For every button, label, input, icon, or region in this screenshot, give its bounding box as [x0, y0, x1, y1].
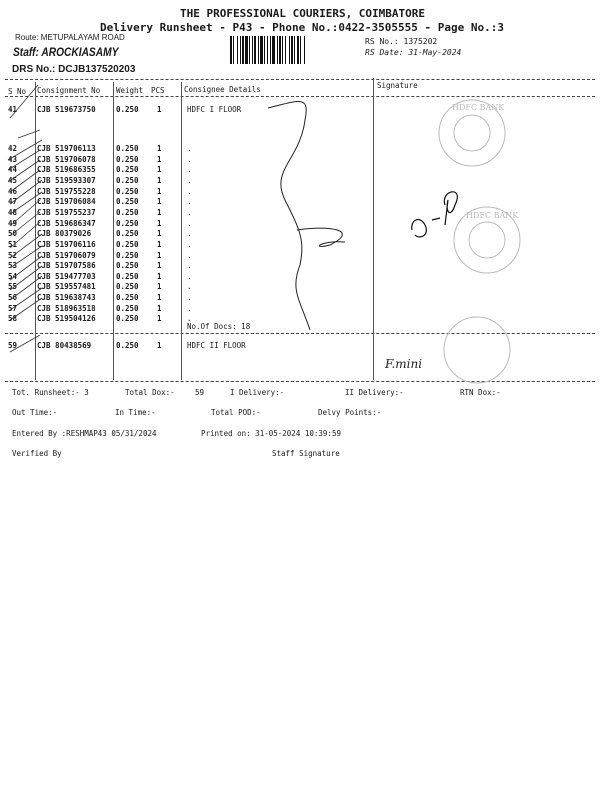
consignee-detail-mark: . — [187, 314, 192, 324]
weight: 0.250 — [116, 271, 139, 281]
serial-number: 59 — [8, 341, 18, 350]
col-header-sno: S No — [8, 87, 27, 96]
signature-stroke — [268, 101, 310, 330]
total-dox-value: 59 — [195, 388, 205, 397]
pieces: 1 — [157, 165, 162, 175]
weight: 0.250 — [116, 314, 139, 324]
col-header-signature: Signature — [377, 81, 418, 90]
consignee-detail-mark: . — [187, 165, 192, 175]
consignee-detail: HDFC II FLOOR — [187, 341, 246, 350]
bank-stamp — [439, 100, 520, 383]
pieces: 1 — [157, 186, 162, 196]
total-dox-label: Total Dox:- — [125, 388, 175, 397]
serial-number: 52 — [8, 250, 18, 260]
pieces: 1 — [157, 154, 162, 164]
weight: 0.250 — [116, 293, 139, 303]
pieces: 1 — [157, 144, 162, 153]
signature-stroke — [297, 228, 345, 246]
route-label: Route: METUPALAYAM ROAD — [15, 33, 125, 42]
consignee-detail-mark: . — [187, 207, 192, 217]
consignee-detail-mark: . — [187, 239, 192, 249]
serial-number: 45 — [8, 175, 18, 185]
pieces: 1 — [157, 250, 162, 260]
serial-number: 48 — [8, 207, 18, 217]
pieces: 1 — [157, 105, 162, 114]
serial-number: 41 — [8, 105, 18, 114]
pieces: 1 — [157, 261, 162, 271]
rs-date: RS Date: 31-May-2024 — [365, 48, 462, 57]
consignment-number: CJB 519673750 — [37, 105, 96, 114]
staff-signature: Staff Signature — [272, 449, 340, 458]
pieces: 1 — [157, 229, 162, 239]
svg-text:HDFC BANK: HDFC BANK — [466, 211, 519, 220]
company-title: THE PROFESSIONAL COURIERS, COIMBATORE — [180, 7, 426, 20]
pieces: 1 — [157, 175, 162, 185]
consignee-detail-mark: . — [187, 197, 192, 207]
rtn-dox: RTN Dox:- — [460, 388, 501, 397]
consignee-detail-mark: . — [187, 250, 192, 260]
weight: 0.250 — [116, 303, 139, 313]
consignment-number: CJB 80438569 — [37, 341, 92, 350]
weight: 0.250 — [116, 165, 139, 175]
consignment-number: CJB 519593307 — [37, 175, 96, 185]
consignment-number: CJB 518963518 — [37, 303, 96, 313]
weight: 0.250 — [116, 154, 139, 164]
weight: 0.250 — [116, 175, 139, 185]
serial-number: 54 — [8, 271, 18, 281]
weight: 0.250 — [116, 341, 139, 350]
col-header-consignee: Consignee Details — [184, 85, 261, 94]
pieces: 1 — [157, 314, 162, 324]
pieces: 1 — [157, 218, 162, 228]
tick-marks — [8, 85, 42, 352]
runsheet-subtitle: Delivery Runsheet - P43 - Phone No.:0422-3505555 - Page No.:3 — [100, 21, 504, 34]
consignment-number: CJB 519477703 — [37, 271, 96, 281]
serial-number: 50 — [8, 229, 18, 239]
consignee-detail-mark: . — [187, 175, 192, 185]
i-delivery: I Delivery:- — [230, 388, 285, 397]
ii-delivery: II Delivery:- — [345, 388, 404, 397]
serial-number: 44 — [8, 165, 18, 175]
consignment-number: CJB 519706078 — [37, 154, 96, 164]
weight: 0.250 — [116, 105, 139, 114]
consignee-detail-mark: . — [187, 186, 192, 196]
weight: 0.250 — [116, 218, 139, 228]
serial-number: 53 — [8, 261, 18, 271]
consignee-detail-mark: . — [187, 282, 192, 292]
consignment-number: CJB 519557481 — [37, 282, 96, 292]
consignee-detail-mark: . — [187, 229, 192, 239]
consignee-detail-mark: . — [187, 261, 192, 271]
doc-count: No.Of Docs: 18 — [187, 322, 251, 331]
consignment-number: CJB 519638743 — [37, 293, 96, 303]
consignee-detail-mark: . — [187, 144, 192, 153]
pieces: 1 — [157, 282, 162, 292]
consignment-number: CJB 80379026 — [37, 229, 92, 239]
serial-number: 51 — [8, 239, 18, 249]
weight: 0.250 — [116, 261, 139, 271]
consignment-number: CJB 519706079 — [37, 250, 96, 260]
col-header-consignment: Consignment No — [37, 86, 101, 95]
pieces: 1 — [157, 341, 162, 350]
pieces: 1 — [157, 197, 162, 207]
serial-number: 42 — [8, 144, 18, 153]
consignee-detail-mark: . — [187, 293, 192, 303]
weight: 0.250 — [116, 144, 139, 153]
consignee-detail-mark: . — [187, 218, 192, 228]
serial-number: 58 — [8, 314, 18, 324]
consignment-number: CJB 519504126 — [37, 314, 96, 324]
serial-number: 47 — [8, 197, 18, 207]
in-time: In Time:- — [115, 408, 156, 417]
staff-label: Staff: AROCKIASAMY — [13, 45, 119, 59]
total-pod: Total POD:- — [211, 408, 261, 417]
rs-number: RS No.: 1375202 — [365, 37, 438, 46]
serial-number: 49 — [8, 218, 18, 228]
col-header-weight: Weight — [116, 86, 144, 95]
serial-number: 56 — [8, 293, 18, 303]
consignment-number: CJB 519686347 — [37, 218, 96, 228]
serial-number: 57 — [8, 303, 18, 313]
col-header-pcs: PCS — [151, 86, 165, 95]
drs-number: DRS No.: DCJB137520203 — [12, 64, 136, 75]
weight: 0.250 — [116, 207, 139, 217]
consignee-detail-mark: . — [187, 154, 192, 164]
out-time: Out Time:- — [12, 408, 58, 417]
consignment-number: CJB 519706113 — [37, 144, 96, 153]
serial-number: 43 — [8, 154, 18, 164]
weight: 0.250 — [116, 250, 139, 260]
weight: 0.250 — [116, 239, 139, 249]
printed-on: Printed on: 31-05-2024 10:39:59 — [201, 429, 341, 438]
weight: 0.250 — [116, 229, 139, 239]
consignment-number: CJB 519706084 — [37, 197, 96, 207]
pieces: 1 — [157, 207, 162, 217]
delvy-points: Delvy Points:- — [318, 408, 382, 417]
consignee-detail-mark: . — [187, 271, 192, 281]
consignment-number: CJB 519706116 — [37, 239, 96, 249]
weight: 0.250 — [116, 197, 139, 207]
verified-by: Verified By — [12, 449, 62, 458]
pieces: 1 — [157, 271, 162, 281]
serial-number: 55 — [8, 282, 18, 292]
consignment-number: CJB 519755237 — [37, 207, 96, 217]
handwritten-name: F.mini — [385, 357, 423, 371]
initials-signature — [412, 192, 458, 237]
serial-number: 46 — [8, 186, 18, 196]
pieces: 1 — [157, 303, 162, 313]
pieces: 1 — [157, 293, 162, 303]
svg-text:HDFC BANK: HDFC BANK — [452, 103, 505, 112]
consignment-number: CJB 519707586 — [37, 261, 96, 271]
weight: 0.250 — [116, 186, 139, 196]
consignee-detail-mark: . — [187, 303, 192, 313]
tot-runsheet: Tot. Runsheet:- 3 — [12, 388, 89, 397]
pieces: 1 — [157, 239, 162, 249]
consignment-number: CJB 519686355 — [37, 165, 96, 175]
weight: 0.250 — [116, 282, 139, 292]
consignment-number: CJB 519755228 — [37, 186, 96, 196]
consignee-detail: HDFC I FLOOR — [187, 105, 242, 114]
entered-by: Entered By :RESHMAP43 05/31/2024 — [12, 429, 157, 438]
